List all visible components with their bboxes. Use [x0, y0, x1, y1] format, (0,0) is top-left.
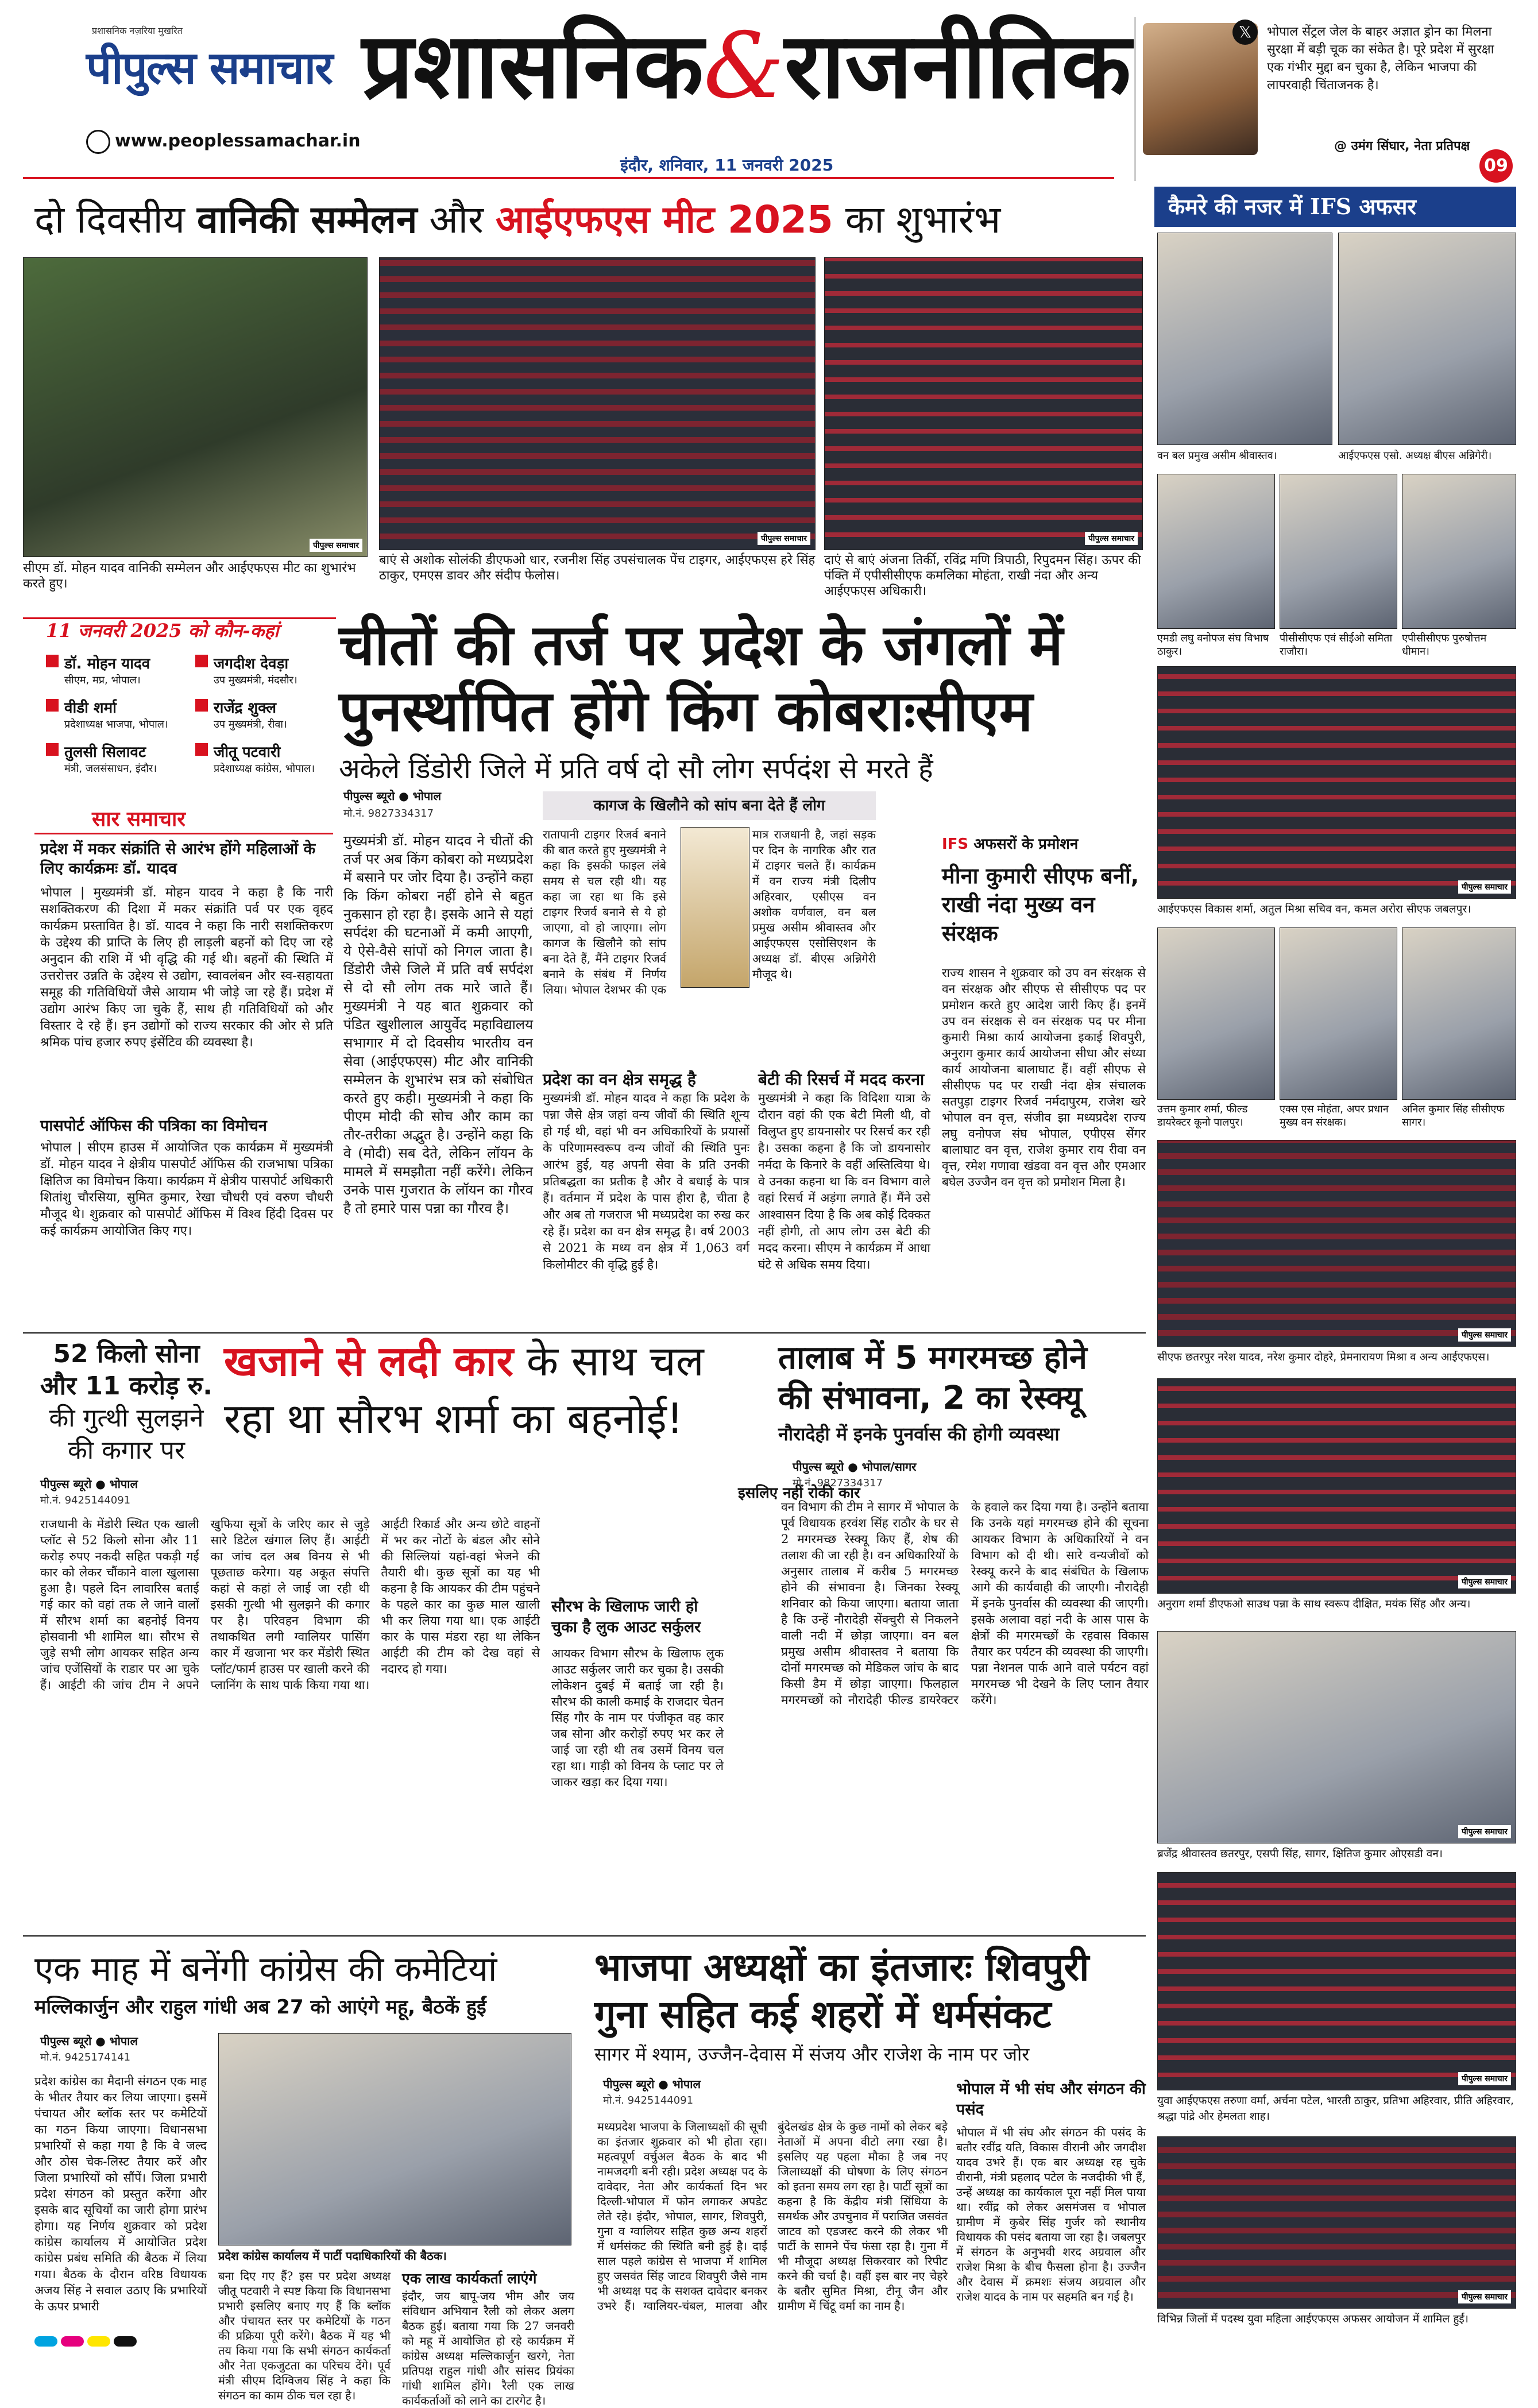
gold-mobile: मो.नं. 9425144091	[40, 1494, 131, 1506]
quote-text: भोपाल सेंट्रल जेल के बाहर अज्ञात ड्रोन का मिलना सुरक्षा में बड़ी चूक का संकेत है। पूरे प्रदेश में सुरक्षा एक गंभीर मुद्दा बन चुका है, लेकिन भाजपा की लापरवाही चिंताजनक है।	[1267, 25, 1494, 92]
saar-headline-1: प्रदेश में मकर संक्रांति से आरंभ होंगे महिलाओं के लिए कार्यक्रमः डॉ. यादव	[40, 840, 316, 878]
gold-byline: पीपुल्स ब्यूरो ● भोपाल	[40, 1477, 138, 1491]
camera-cap-4: पीसीसीएफ एवं सीईओ समिता राजौरा।	[1280, 632, 1393, 658]
camera-cap-1: वन बल प्रमुख असीम श्रीवास्तव।	[1157, 450, 1277, 462]
summit-photo-audience	[824, 257, 1143, 550]
bjp-byline: पीपुल्स ब्यूरो ● भोपाल	[603, 2077, 701, 2091]
saar-title: सार समाचार	[92, 807, 186, 831]
person-6: जीतू पटवारी प्रदेशाध्यक्ष कांग्रेस, भोपाल।	[195, 741, 336, 775]
photo-credit: पीपुल्स समाचार	[1458, 1328, 1511, 1342]
x-icon: 𝕏	[1232, 20, 1258, 45]
camera-photo-6	[1157, 666, 1516, 899]
croc-deck: नौरादेही में इनके पुनर्वास की होगी व्यवस्था	[778, 1423, 1060, 1445]
summit-h-e: का शुभारंभ	[833, 198, 1001, 242]
camera-cap-14: विभिन्न जिलों में पदस्थ युवा महिला आईएफएस अफसर आयोजन में शामिल हुईं।	[1157, 2313, 1469, 2325]
bjp-sub-body: भोपाल में भी संघ और संगठन की पसंद के बतौर रवींद्र यति, विकास वीरानी और जगदीश यादव उभरे हैं। एक बार अध्यक्ष रह चुके वीरानी, मंत्री प्रहलाद पटेल के नजदीकी भी हैं, उन्हें अध्यक्ष का कार्यकाल पूरा नहीं मिल पाया था। रवींद्र को लेकर असमंजस व भोपाल ग्रामीण में कुबेर सिंह गुर्जर को स्थानीय विधायक की पसंद बताया जा रहा है। जबलपुर में संगठन के अनुभवी शरद अग्रवाल और राजेश मिश्रा के बीच फैसला होना है। उज्जैन और देवास में क्रमशः संजय अग्रवाल और राजेश यादव के नाम पर सहमति बन गई है।	[956, 2125, 1146, 2303]
red-bullet-icon	[195, 743, 208, 756]
gold-side-c: की गुत्थी सुलझने	[49, 1404, 204, 1433]
page-number: 09	[1479, 149, 1513, 183]
cong-body: प्रदेश कांग्रेस का मैदानी संगठन एक माह के भीतर तैयार कर लिया जाएगा। इसमें पंचायत और ब्लॉक स्तर पर कमेटियों का गठन किया जाएगा। विधानसभा प्रभारियों से कहा गया है कि वे जल्द और ठोस चेक-लिस्ट तैयार करें और जिला प्रभारियों को सौंपें। जिला प्रभारी प्रदेश संगठन को प्रस्तुत करेंगा और इसके बाद सूचियों का जारी होगा प्रारंभ होगा। यह निर्णय शुक्रवार को प्रदेश कांग्रेस कार्यालय में आयोजित प्रदेश कांग्रेस प्रबंध समिति की बैठक में लिया गया। बैठक के दौरान वरिष्ठ विधायक अजय सिंह ने सवाल उठाए कि प्रभारियों के ऊपर प्रभारी	[34, 2074, 207, 2313]
person-2: जगदीश देवड़ा उप मुख्यमंत्री, मंदसौर।	[195, 652, 336, 687]
camera-cap-12: ब्रजेंद्र श्रीवास्तव छतरपुर, एसपी सिंह, सागर, क्षितिज कुमार ओएसडी वन।	[1157, 1847, 1443, 1860]
photo-credit: पीपुल्स समाचार	[758, 532, 810, 545]
cobra-headline-1: चीतों की तर्ज पर प्रदेश के जंगलों में	[339, 613, 1063, 678]
croc-headline-1: तालाब में 5 मगरमच्छ होने	[778, 1339, 1087, 1377]
cong-meeting-photo	[218, 2033, 571, 2245]
camera-photo-1	[1157, 233, 1332, 445]
camera-cap-11: अनुराग शर्मा डीएफओ साउथ पन्ना के साथ स्वरूप दीक्षित, मयंक सिंह और अन्य।	[1157, 1598, 1471, 1610]
summit-cap-2: बाएं से अशोक सोलंकी डीएफओ धार, रजनीश सिंह उपसंचालक पेंच टाइगर, आईएफएस हरे सिंह ठाकुर, एमएस डावर और संदीप फेलोस।	[379, 553, 816, 583]
section-left: प्रशासनिक	[362, 13, 704, 119]
bjp-mobile: मो.नं. 9425144091	[603, 2094, 694, 2106]
camera-title-a: कैमरे की नजर में	[1168, 194, 1303, 219]
red-bullet-icon	[46, 655, 59, 667]
bjp-deck: सागर में श्याम, उज्जैन-देवास में संजय और राजेश के नाम पर जोर	[594, 2043, 1030, 2065]
camera-cap-6: आईएफएस विकास शर्मा, अतुल मिश्रा सचिव वन, कमल अरोरा सीएफ जबलपुर।	[1157, 903, 1471, 915]
person-3: वीडी शर्मा प्रदेशाध्यक्ष भाजपा, भोपाल।	[46, 697, 190, 731]
gold-body: राजधानी के मेंडोरी स्थित एक खाली प्लॉट से 52 किलो सोना और 11 करोड़ रुपए नकदी सहित पकड़ी गई कार को लेकर चौंकाने वाला खुलासा हुआ है। पहले दिन लावारिस बताई गई कार को वहां तक ले जाने वालों में सौरभ शर्मा का बहनोई विनय होसवानी भी शामिल था। सौरभ से जुड़े सभी लोग आयकर सहित अन्य जांच एजेंसियों के राडार पर आ चुके हैं। आईटी की जांच टीम ने अपने खुफिया सूत्रों के जरिए कार से जुड़े सारे डिटेल खंगाल लिए हैं। आईटी का जांच दल अब विनय से भी पूछताछ करेगा। यह अकूत संपत्ति कहां से कहां ले जाई जा रही थी इसकी गुत्थी भी सुलझने की कगार पर है। परिवहन विभाग की तथाकथित लगी ग्वालियर पासिंग कार में खजाना भर कर मेंडोरी स्थित प्लॉट/फार्म हाउस पर खाली करने की प्लानिंग के साथ पार्क किया गया था। आईटी रिकार्ड और अन्य छोटे वाहनों में भर कर नोटों के बंडल और सोने की सिल्लियां यहां-वहां भेजने की तैयारी थी। कुछ सूत्रों का यह भी कहना है कि आयकर की टीम पहुंचने के पहले कार का कुछ माल खाली भी कर लिया गया था। एक आईटी कार के पास मंडरा रहा था लेकिन आईटी की टीम को देख वहां से नदारद हो गया।	[40, 1517, 540, 1692]
photo-credit: पीपुल्स समाचार	[1458, 1575, 1511, 1588]
cong-sub-body: इंदौर, जय बापू-जय भीम और जय संविधान अभियान रैली को लेकर अलग बैठक हुई। बताया गया कि 27 जनवरी को महू में आयोजित हो रहे कार्यक्रम में कांग्रेस अध्यक्ष मल्लिकार्जुन खरगे, नेता प्रतिपक्ष राहुल गांधी और सांसद प्रियंका गांधी शामिल होंगे। रैली एक लाख कार्यकर्ताओं को लाने का टारगेट है।	[402, 2289, 574, 2407]
gold-h1b: के साथ चल	[513, 1337, 704, 1385]
gold-headline-1	[224, 1332, 704, 1390]
red-bullet-icon	[195, 655, 208, 667]
summit-h-d: आईएफएस मीट 2025	[495, 198, 833, 242]
cong-byline: पीपुल्स ब्यूरो ● भोपाल	[40, 2034, 138, 2048]
camera-cap-3: एमडी लघु वनोपज संघ विभाष ठाकुर।	[1157, 632, 1269, 658]
cong-subhead: एक लाख कार्यकर्ता लाएंगे	[402, 2270, 537, 2287]
registration-marks	[34, 2336, 140, 2349]
website-link[interactable]: www.peoplessamachar.in	[115, 131, 361, 151]
person-5: तुलसी सिलावट मंत्री, जलसंसाधन, इंदौर।	[46, 741, 190, 775]
gold-subhead-2: इसलिए नहीं रोकी कार	[738, 1485, 860, 1502]
brand-logo: पीपुल्स समाचार	[86, 42, 333, 94]
camera-photo-14	[1157, 2136, 1516, 2309]
gold-sub-body-1: आयकर विभाग सौरभ के खिलाफ लुक आउट सर्कुलर जारी कर चुका है। उसकी लोकेशन दुबई में बताई जा रही है। सौरभ की काली कमाई के राजदार चेतन सिंह गौर के नाम पर पंजीकृत वह कार जब सोना और करोड़ों रुपए भर कर ले जाई जा रही थी तब उसमें विनय चल रहा था। गाड़ी को विनय के प्लाट पर ले जाकर खड़ा कर दिया गया।	[551, 1646, 724, 1789]
gold-side-headline	[40, 1338, 212, 1467]
photo-credit: पीपुल्स समाचार	[1458, 2290, 1511, 2303]
gold-side-d: की कगार पर	[67, 1436, 186, 1465]
quote-box	[1134, 17, 1516, 181]
photo-credit: पीपुल्स समाचार	[1458, 1825, 1511, 1838]
camera-cap-5: एपीसीसीएफ पुरुषोत्तम धीमान।	[1402, 632, 1487, 658]
cong-headline: एक माह में बनेंगी कांग्रेस की कमेटियां	[34, 1949, 497, 1989]
cobra-body: मुख्यमंत्री डॉ. मोहन यादव ने चीतों की तर्ज पर अब किंग कोबरा को मध्यप्रदेश में बसाने पर जोर दिया है। उन्होंने कहा कि किंग कोबरा नहीं होने से बहुत नुकसान हो रहा है। इसके आने से यहां सर्पदंश की घटनाओं में कमी आएगी, ये ऐसे-वैसे सांपों को निगल जाता है। डिंडोरी जैसे जिले में प्रति वर्ष सर्पदंश से दो सौ लोग तक मारे जाते हैं। मुख्यमंत्री ने यह बात शुक्रवार को पंडित खुशीलाल आयुर्वेद महाविद्यालय सभागार में दो दिवसीय भारतीय वन सेवा (आईएफएस) मीट और वानिकी सम्मेलन के शुभारंभ सत्र को संबोधित करते हुए कही। मुख्यमंत्री ने कहा कि पीएम मोदी की सोच और काम का तौर-तरीका अद्भुत है। उन्होंने कहा कि वे (मोदी) सब देते, लेकिन लॉयन के मामले में समझौता नहीं करेंगे। लेकिन उनके पास गुजरात के लॉयन का गौरव है तो हमारे पास पन्ना का गौरव है।	[343, 833, 533, 1216]
who-where-box	[23, 617, 336, 790]
gold-h1a: खजाने से लदी कार	[224, 1337, 513, 1385]
gold-subhead-1: सौरभ के खिलाफ जारी हो चुका है लुक आउट सर्कुलर	[551, 1598, 701, 1636]
cobra-mobile: मो.नं. 9827334317	[343, 807, 434, 820]
bjp-headline-1: भाजपा अध्यक्षों का इंतजारः शिवपुरी	[594, 1945, 1089, 1989]
cobra-sub-body-1: मुख्यमंत्री डॉ. मोहन यादव ने कहा कि प्रदेश के पन्ना जैसे क्षेत्र जहां वन्य जीवों की स्थिति शून्य हो गई थी, वहां भी वन अधिकारियों के प्रयासों के परिणामस्वरूप वन्य जीवों की स्थिति पुनः आरंभ हुई, यह अपनी सेवा के प्रति उनकी प्रतिबद्धता का प्रतीक है और वे बधाई के पात्र हैं। वर्तमान में प्रदेश के पास हीरा है, चीता है और अब तो गजराज भी मध्यप्रदेश का रुख कर रहे हैं। प्रदेश का वन क्षेत्र समृद्ध है। वर्ष 2003 से 2021 के मध्य वन क्षेत्र में 1,063 वर्ग किलोमीटर की वृद्धि हुई है।	[543, 1091, 749, 1271]
ifs-promo-headline: मीना कुमारी सीएफ बनीं, राखी नंदा मुख्य वन संरक्षक	[942, 863, 1139, 946]
cobra-subhead-2: बेटी की रिसर्च में मदद करना	[758, 1070, 925, 1089]
cobra-subhead-1: प्रदेश का वन क्षेत्र समृद्ध है	[543, 1070, 696, 1089]
camera-cap-8: एक्स एस मोहंता, अपर प्रधान मुख्य वन संरक्षक।	[1280, 1103, 1389, 1128]
camera-photo-4	[1280, 474, 1397, 629]
camera-cap-2: आईएफएस एसो. अध्यक्ष बीएस अन्निगेरी।	[1338, 450, 1492, 462]
cong-photo-cap: प्रदेश कांग्रेस कार्यालय में पार्टी पदाधिकारियों की बैठक।	[218, 2249, 447, 2263]
summit-h-a: दो दिवसीय	[34, 198, 197, 242]
person-1: डॉ. मोहन यादव सीएम, मप्र, भोपाल।	[46, 652, 190, 687]
camera-rail-header	[1154, 187, 1516, 227]
dateline: इंदौर, शनिवार, 11 जनवरी 2025	[620, 156, 834, 175]
ifs-promo-tag-b: अफसरों के प्रमोशन	[968, 836, 1079, 853]
red-bullet-icon	[46, 743, 59, 756]
camera-photo-9	[1402, 927, 1516, 1100]
cobra-headline-2: पुनर्स्थापित होंगे किंग कोबराःसीएम	[339, 679, 1033, 744]
brand-tagline: प्रशासनिक नज़रिया मुखरित	[92, 25, 183, 36]
croc-headline-2: की संभावना, 2 का रेस्क्यू	[778, 1379, 1082, 1417]
red-bullet-icon	[46, 699, 59, 712]
summit-h-b: वानिकी सम्मेलन	[196, 198, 418, 242]
who-where-title: 11 जनवरी 2025 को कौन-कहां	[46, 620, 279, 641]
summit-h-c: और	[417, 198, 496, 242]
section-title	[362, 11, 1131, 121]
bjp-body: मध्यप्रदेश भाजपा के जिलाध्यक्षों की सूची का इंतजार शुक्रवार को भी होता रहा। महत्वपूर्ण वर्चुअल बैठक के बाद भी नामजदगी बनी रही। प्रदेश अध्यक्ष पद के दावेदार, नेता और कार्यकर्ता दिन भर दिल्ली-भोपाल में फोन लगाकर अपडेट लेते रहे। इंदौर, भोपाल, सागर, शिवपुरी, गुना व ग्वालियर सहित कुछ अन्य शहरों में धर्मसंकट की स्थिति बनी हुई है। दाई साल पहले कांग्रेस से भाजपा में शामिल हुए जसवंत सिंह जाटव शिवपुरी जैसे नाम भी अध्यक्ष पद के सशक्त दावेदार बनकर उभरे हैं। ग्वालियर-चंबल, मालवा और बुंदेलखंड क्षेत्र के कुछ नामों को लेकर बड़े नेताओं में अपना वीटो लगा रखा है। इसलिए यह पहला मौका है जब नए जिलाध्यक्षों की घोषणा के लिए संगठन को इतना समय लग रहा है। पार्टी सूत्रों का कहना है कि केंद्रीय मंत्री सिंधिया के समर्थक और उपचुनाव में पराजित जसवंत जाटव को एडजस्ट करने की लेकर भी पार्टी के सामने पेंच फंसा रहा है। गुना में भी मौजूदा अध्यक्ष सिकरवार को रिपीट करने की चर्चा है। वहीं इस बार नए चेहरे के बतौर सुमित मिश्रा, टीनू जैन और ग्रामीण में चिंटू वर्मा का नाम है।	[597, 2120, 948, 2313]
ifs-promo-body: राज्य शासन ने शुक्रवार को उप वन संरक्षक से वन संरक्षक और सीएफ से सीसीएफ पद पर प्रमोशन करते हुए आदेश जारी किए हैं। इनमें उप वन संरक्षक से वन संरक्षक पद पर मीना कुमारी मिश्रा कार्य आयोजना इकाई शिवपुरी, अनुराग कुमार कार्य आयोजना सीधा और संध्या कार्य आयोजना बालाघाट हैं। वहीं सीएफ से सीसीएफ पद पर राखी नंदा क्षेत्र संचालक सतपुड़ा टाइगर रिजर्व नर्मदापुरम, राजेश खरे भोपाल वन वृत्त, संजीव झा मध्यप्रदेश राज्य लघु वनोपज संघ भोपाल, एपीएस सेंगर बालाघाट वन वृत्त, राजेश कुमार राय रीवा वन वृत्त, रमेश गणावा खंडवा वन वृत्त और एमआर बघेल उज्जैन वन वृत्त को प्रमोशन मिला है।	[942, 966, 1146, 1189]
section-right: राजनीतिक	[784, 13, 1131, 119]
masthead	[0, 0, 1538, 195]
cong-deck: मल्लिकार्जुन और राहुल गांधी अब 27 को आएंगे महू, बैठकें हुईं	[34, 1996, 486, 2019]
cobra-box-body: रातापानी टाइगर रिजर्व बनाने की बात करते हुए मुख्यमंत्री ने कहा कि इसकी फाइल लंबे समय से चल रही थी। यह कहा जा रहा था कि इसे टाइगर रिजर्व बनाने से ये हो जाएगा, वो हो जाएगा। लोग कागज के खिलौने को सांप बना देते हैं, मैंने टाइगर रिजर्व बनाने के संबंध में निर्णय लिया। भोपाल देशभर की एक मात्र राजधानी है, जहां सड़क पर दिन के नागरिक और रात में टाइगर चलते हैं। कार्यक्रम में वन राज्य मंत्री दिलीप अहिरवार, एसीएस वन अशोक वर्णवाल, वन बल प्रमुख असीम श्रीवास्तव और आईएफएस एसोसिएशन के अध्यक्ष डॉ. बीएस अन्निगेरी मौजूद थे।	[543, 828, 876, 996]
ifs-promo-tag-a: IFS	[942, 836, 969, 853]
camera-photo-3	[1157, 474, 1275, 629]
summit-cap-1: सीएम डॉ. मोहन यादव वानिकी सम्मेलन और आईएफएस मीट का शुभारंभ करते हुए।	[23, 561, 356, 591]
croc-byline: पीपुल्स ब्यूरो ● भोपाल/सागर	[793, 1460, 917, 1474]
camera-photo-8	[1280, 927, 1397, 1100]
camera-photo-13	[1157, 1872, 1516, 2090]
camera-photo-12	[1157, 1631, 1516, 1843]
quote-by: @ उमंग सिंघार, नेता प्रतिपक्ष	[1334, 139, 1470, 153]
cong-mobile: मो.नं. 9425174141	[40, 2051, 131, 2063]
divider-lower	[23, 1935, 1146, 1937]
cobra-box-title: कागज के खिलौने को सांप बना देते हैं लोग	[543, 791, 876, 820]
photo-credit: पीपुल्स समाचार	[1458, 880, 1511, 894]
cobra-byline: पीपुल्स ब्यूरो ● भोपाल	[343, 789, 442, 803]
camera-title-b: IFS अफसर	[1302, 194, 1416, 219]
croc-mobile: मो.नं. 9827334317	[793, 1477, 883, 1489]
croc-body: वन विभाग की टीम ने सागर में भोपाल के पूर्व विधायक हरवंश सिंह राठौर के घर से 2 मगरमच्छ रेस्क्यू किए हैं, शेष की तलाश की जा रही है। वन अधिकारियों के अनुसार तालाब में करीब 5 मगरमच्छ होने की संभावना है। जिनका रेस्क्यू शनिवार को किया जाएगा। बताया जाता है कि उन्हें नौरादेही सेंक्चुरी से निकलने वाली नदी में छोड़ा जाएगा। वन बल प्रमुख असीम श्रीवास्तव ने बताया कि दोनों मगरमच्छ को मेडिकल जांच के बाद किसी डैम में छोड़ा जाएगा। फिलहाल मगरमच्छों को नौरादेही फील्ड डायरेक्टर के हवाले कर दिया गया है। उन्होंने बताया कि उनके यहां मगरमच्छ होने की सूचना आयकर विभाग के अधिकारियों ने वन विभाग को दी थी। सारे वन्यजीवों को रेस्क्यू करने के बाद संबंधित के खिलाफ आगे की कार्यवाही की जाएगी। नौरादेही में इनके पुनर्वास की व्यवस्था की जाएगी। इसके अलावा वहां नदी के आस पास के क्षेत्रों की मगरमच्छों के रहवास विकास तैयार कर पर्यटन की व्यवस्था की जाएगी। पन्ना नेशनल पार्क आने वाले पर्यटन वहां मगरमच्छ भी देखने के लिए प्लान तैयार करेंगे।	[781, 1500, 1149, 1707]
cobra-sub-body-2: मुख्यमंत्री ने कहा कि विदिशा यात्रा के दौरान वहां की एक बेटी मिली थी, वो विलुप्त हुए डायनासोर पर रिसर्च कर रही है। उसका कहना है कि जो डायनासोर नर्मदा के किनारे के वहीं अस्तित्विया थे। वे उनका कहना था कि वन विभाग वाले वहां रिसर्च में अड़ंगा लगाते हैं। मैंने उसे आश्वासन दिया है कि अब कोई दिक्कत नहीं होगी, तो आप लोग उस बेटी की मदद करना। सीएम ने कार्यक्रम में आधा घंटे से अधिक समय दिया।	[758, 1091, 930, 1271]
summit-photo-cm	[23, 257, 368, 557]
globe-icon	[86, 130, 110, 154]
photo-credit: पीपुल्स समाचार	[1085, 532, 1138, 545]
camera-cap-7: उत्तम कुमार शर्मा, फील्ड डायरेक्टर कूनो पालपुर।	[1157, 1103, 1248, 1128]
red-bullet-icon	[195, 699, 208, 712]
camera-photo-5	[1402, 474, 1516, 629]
camera-photo-10	[1157, 1140, 1516, 1347]
gold-headline-2: रहा था सौरभ शर्मा का बहनोई!	[224, 1394, 683, 1443]
summit-headline	[34, 194, 1000, 246]
camera-photo-7	[1157, 927, 1275, 1100]
camera-photo-2	[1338, 233, 1516, 445]
camera-cap-9: अनिल कुमार सिंह सीसीएफ सागर।	[1402, 1103, 1505, 1128]
cong-body-2: बना दिए गए हैं? इस पर प्रदेश अध्यक्ष जीतू पटवारी ने स्पष्ट किया कि विधानसभा प्रभारी इसलिए बनाए गए हैं कि ब्लॉक और पंचायत स्तर पर कमेटियों के गठन की प्रक्रिया पूरी करेंगे। बैठक में यह भी तय किया गया कि सभी संगठन कार्यकर्ता और नेता एकजुटता का परिचय देंगे। पूर्व मंत्री सीएम दिग्विजय सिंह ने कहा कि संगठन का काम ठीक चल रहा है।	[218, 2269, 391, 2402]
camera-cap-13: युवा आईएफएस तरुणा वर्मा, अर्चना पटेल, भारती ठाकुर, प्रतिभा अहिरवार, प्रीति अहिरवार, श्रद्धा पांद्रे और हेमलता शाह।	[1157, 2094, 1514, 2123]
photo-credit: पीपुल्स समाचार	[1458, 2072, 1511, 2085]
gold-side-a: 52 किलो सोना	[53, 1339, 200, 1369]
summit-cap-3: दाएं से बाएं अंजना तिर्की, रविंद्र मणि त्रिपाठी, रिपुदमन सिंह। ऊपर की पंक्ति में एपीसीसीएफ कमलिका मोहंता, राखी नंदा और अन्य आईएफएस अधिकारी।	[824, 553, 1141, 598]
cobra-deck: अकेले डिंडोरी जिले में प्रति वर्ष दो सौ लोग सर्पदंश से मरते हैं	[339, 753, 933, 785]
section-amp: &	[704, 13, 785, 119]
saar-body-1: भोपाल | मुख्यमंत्री डॉ. मोहन यादव ने कहा है कि नारी सशक्तिकरण की दिशा में मकर संक्रांति पर्व पर एक वृहद कार्यक्रम प्रस्तावित है। डॉ. यादव ने कहा कि नारी सशक्तिकरण के उद्देश्य की प्राप्ति के लिए ही लाड़ली बहनों को दिए जा रहे अनुदान की राशि में भी वृद्धि की गई थी। बहनों की स्थिति में उत्तरोत्तर उन्नति के उद्देश्य से उद्योग, स्वावलंबन और स्व-सहायता समूह की गतिविधियों जैसे आयाम भी जोड़े जा रहे हैं। प्रदेश में उद्योग आरंभ किए जा चुके हैं, साथ ही गतिविधियों को और विस्तार दे रहे हैं। इन उद्योगों को राज्य सरकार की ओर से प्रति श्रमिक पांच हजार रुपए इंसेंटिव की व्यवस्था है।	[40, 886, 333, 1050]
cobra-body-cont	[343, 832, 539, 1280]
summit-photo-hall	[379, 257, 816, 550]
gold-side-b: और 11 करोड़ रु.	[40, 1371, 212, 1401]
person-4: राजेंद्र शुक्ल उप मुख्यमंत्री, रीवा।	[195, 697, 336, 731]
ifs-promo-tag	[942, 833, 1078, 853]
saar-rule	[34, 833, 333, 834]
camera-cap-10: सीएफ छतरपुर नरेश यादव, नरेश कुमार दोहरे, प्रेमनारायण मिश्रा व अन्य आईएफएस।	[1157, 1351, 1490, 1363]
camera-photo-11	[1157, 1378, 1516, 1594]
bjp-subhead: भोपाल में भी संघ और संगठन की पसंद	[956, 2080, 1146, 2119]
bjp-headline-2: गुना सहित कई शहरों में धर्मसंकट	[594, 1992, 1052, 2036]
photo-credit: पीपुल्स समाचार	[310, 539, 362, 552]
masthead-rule	[23, 177, 1114, 179]
saar-headline-2: पासपोर्ट ऑफिस की पत्रिका का विमोचन	[40, 1117, 267, 1135]
saar-body-2: भोपाल | सीएम हाउस में आयोजित एक कार्यक्रम में मुख्यमंत्री डॉ. मोहन यादव ने क्षेत्रीय पासपोर्ट ऑफिस की राजभाषा पत्रिका क्षितिज का विमोचन किया। कार्यक्रम में क्षेत्रीय पासपोर्ट अधिकारी शितांशु चौरसिया, सुमित कुमार, रेखा चौधरी एवं वरुण चौधरी मौजूद थे। शुक्रवार को पासपोर्ट ऑफिस में विश्व हिंदी दिवस पर कई कार्यक्रम आयोजित किए गए।	[40, 1141, 333, 1238]
